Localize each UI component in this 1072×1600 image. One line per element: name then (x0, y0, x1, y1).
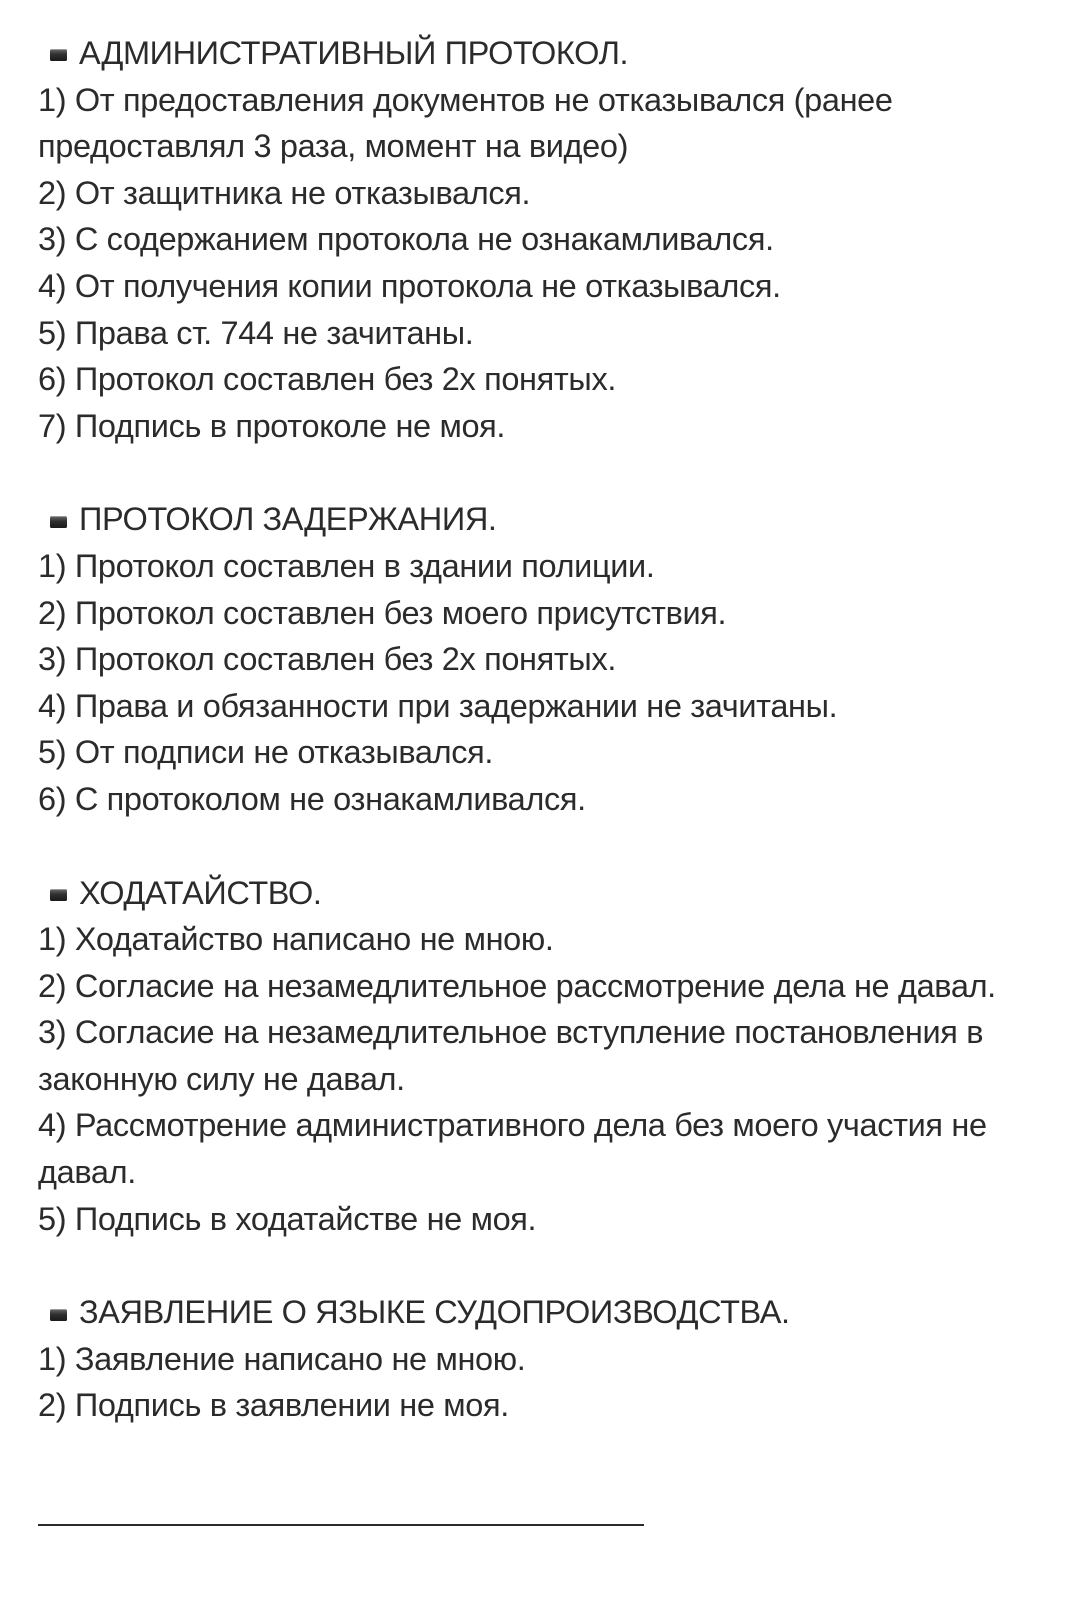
black-small-square-icon (50, 49, 67, 61)
list-item: 6) С протоколом не ознакамливался. (38, 780, 586, 817)
underline-divider (38, 1524, 644, 1526)
list-item: 4) Права и обязанности при задержании не зачитаны. (38, 687, 838, 724)
section-title: ЗАЯВЛЕНИЕ О ЯЗЫКЕ СУДОПРОИЗВОДСТВА. (79, 1294, 790, 1331)
section-petition (38, 870, 1048, 1243)
section-title: АДМИНИСТРАТИВНЫЙ ПРОТОКОЛ. (79, 35, 629, 71)
black-small-square-icon (50, 889, 67, 901)
list-item: 3) С содержанием протокола не ознакамливался. (38, 221, 774, 258)
list-item: 2) От защитника не отказывался. (38, 174, 531, 211)
list-item: 2) Протокол составлен без моего присутствия. (38, 594, 727, 631)
section-detention-protocol (38, 496, 1048, 822)
section-heading (38, 870, 1048, 917)
section-title: ХОДАТАЙСТВО. (79, 874, 322, 911)
section-heading (38, 30, 1048, 77)
section-title: ПРОТОКОЛ ЗАДЕРЖАНИЯ. (79, 501, 497, 538)
list-item: 4) От получения копии протокола не отказывался. (38, 267, 781, 304)
section-language-statement (38, 1289, 1048, 1429)
list-item: 5) Права ст. 744 не зачитаны. (38, 314, 474, 351)
list-item: 5) Подпись в ходатайстве не моя. (38, 1200, 537, 1237)
document-body (38, 30, 1048, 1429)
black-small-square-icon (50, 1309, 67, 1321)
black-small-square-icon (50, 516, 67, 528)
list-item: 1) Протокол составлен в здании полиции. (38, 547, 655, 584)
list-item: 6) Протокол составлен без 2х понятых. (38, 361, 617, 398)
list-item: 2) Подпись в заявлении не моя. (38, 1387, 509, 1424)
list-item: 1) Ходатайство написано не мною. (38, 921, 554, 958)
list-item: 3) Протокол составлен без 2х понятых. (38, 641, 617, 678)
section-administrative-protocol (38, 30, 1048, 449)
list-item: 5) От подписи не отказывался. (38, 734, 494, 771)
list-item: 7) Подпись в протоколе не моя. (38, 407, 506, 444)
section-heading (38, 496, 1048, 543)
list-item: 2) Согласие на незамедлительное рассмотрение дела не давал. (38, 967, 996, 1004)
list-item: 1) Заявление написано не мною. (38, 1340, 526, 1377)
section-heading (38, 1289, 1048, 1336)
list-item: 3) Согласие на незамедлительное вступление постановления в законную силу не давал. (38, 1014, 984, 1097)
list-item: 4) Рассмотрение административного дела без моего участия не давал. (38, 1107, 987, 1191)
list-item: 1) От предоставления документов не отказывался (ранее предоставлял 3 раза, момент на видео) (38, 81, 893, 165)
